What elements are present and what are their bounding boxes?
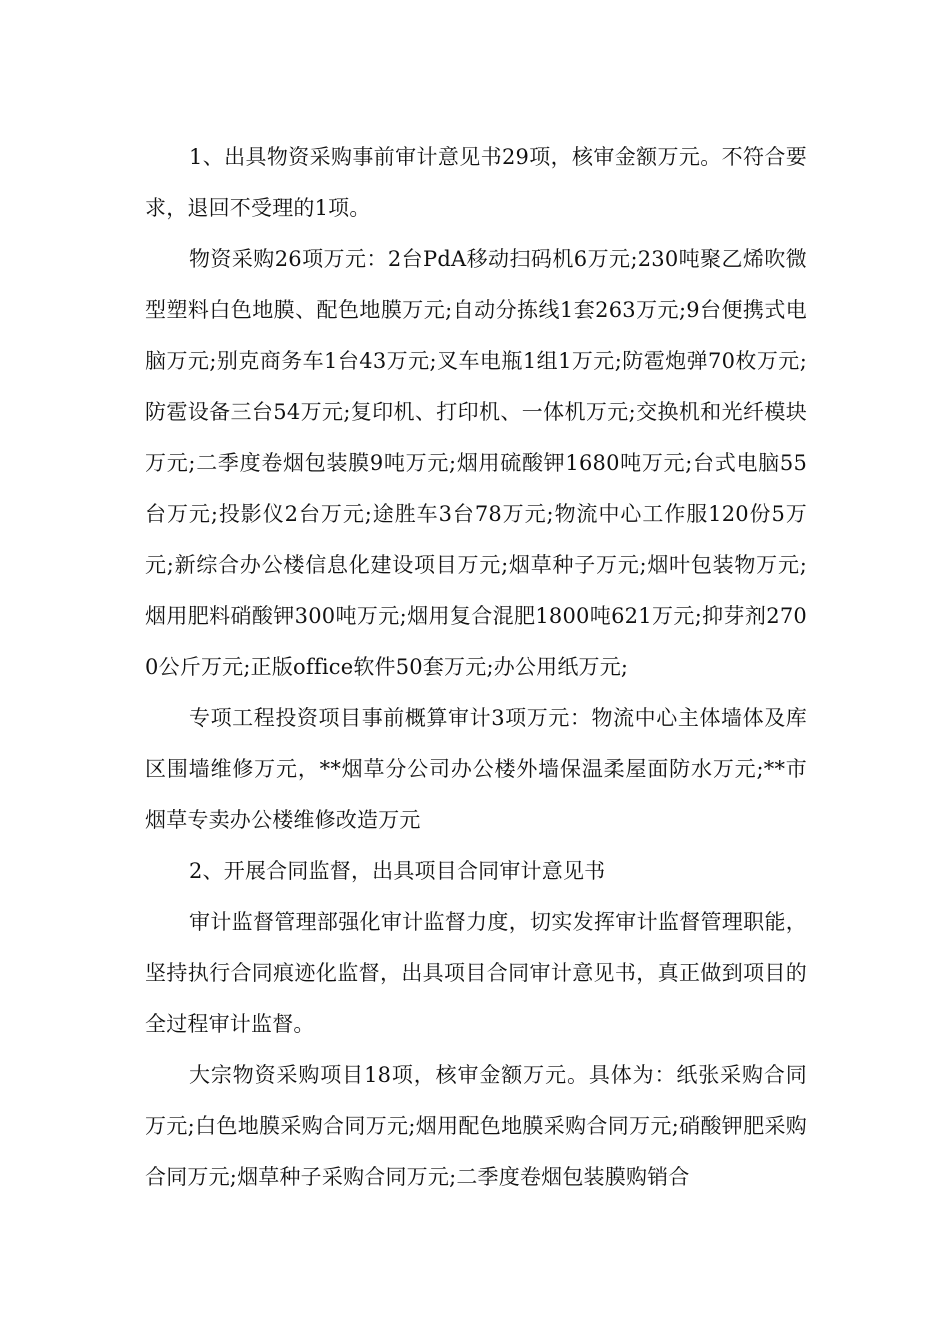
paragraph-special-projects: 专项工程投资项目事前概算审计3项万元：物流中心主体墙体及库区围墙维修万元，**烟草分公司办公楼外墙保温柔屋面防水万元;**市烟草专卖办公楼维修改造万元	[145, 706, 807, 832]
paragraph-contract-supervision-heading: 2、开展合同监督，出具项目合同审计意见书	[189, 859, 606, 883]
paragraph-bulk-purchase-projects: 大宗物资采购项目18项，核审金额万元。具体为：纸张采购合同万元;白色地膜采购合同万元;烟用配色地膜采购合同万元;硝酸钾肥采购合同万元;烟草种子采购合同万元;二季度卷烟包装膜购销合	[145, 1063, 807, 1189]
paragraph-audit-management: 审计监督管理部强化审计监督力度，切实发挥审计监督管理职能，坚持执行合同痕迹化监督，出具项目合同审计意见书，真正做到项目的全过程审计监督。	[145, 910, 807, 1036]
document-body	[145, 132, 807, 1203]
paragraph-material-purchases: 物资采购26项万元：2台PdA移动扫码机6万元;230吨聚乙烯吹微型塑料白色地膜、配色地膜万元;自动分拣线1套263万元;9台便携式电脑万元;别克商务车1台43万元;叉车电瓶1组1万元;防雹炮弹70枚万元;防雹设备三台54万元;复印机、打印机、一体机万元;交换机和光纤模块万元;二季度卷烟包装膜9吨万元;烟用硫酸钾1680吨万元;台式电脑55台万元;投影仪2台万元;途胜车3台78万元;物流中心工作服120份5万元;新综合办公楼信息化建设项目万元;烟草种子万元;烟叶包装物万元;烟用肥料硝酸钾300吨万元;烟用复合混肥1800吨621万元;抑芽剂2700公斤万元;正版office软件50套万元;办公用纸万元;	[145, 247, 807, 679]
paragraph-purchase-opinions: 1、出具物资采购事前审计意见书29项，核审金额万元。不符合要求，退回不受理的1项。	[145, 145, 807, 220]
